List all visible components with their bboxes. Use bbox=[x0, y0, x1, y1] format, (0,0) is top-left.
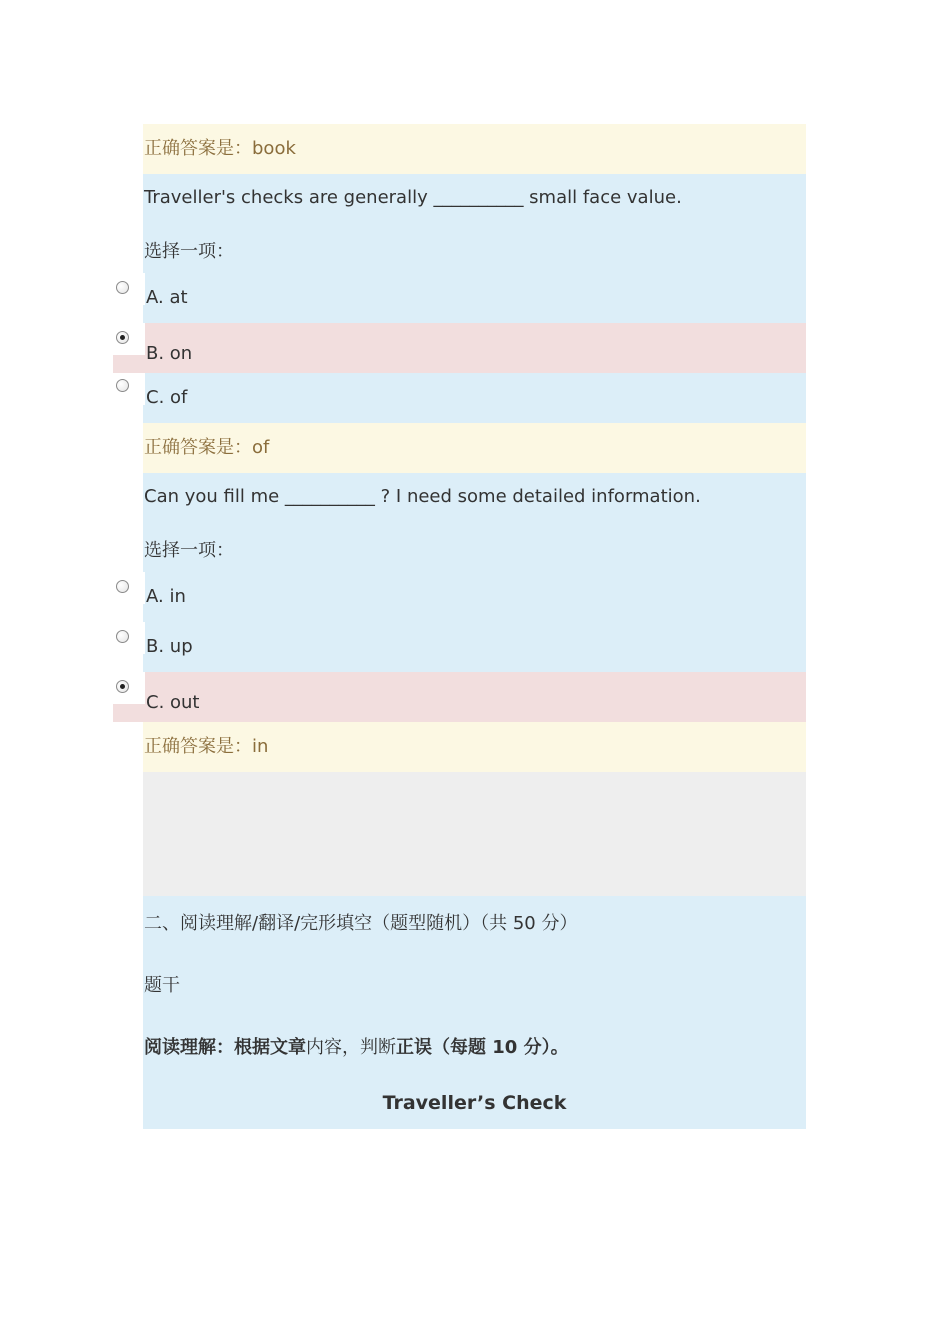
correct-answer-label: 正确答案是： bbox=[144, 138, 252, 159]
radio-unchecked-icon[interactable] bbox=[116, 630, 129, 643]
section-2 bbox=[143, 896, 806, 1129]
radio-checked-icon[interactable] bbox=[116, 331, 129, 344]
radio-cell bbox=[113, 572, 145, 604]
option-2b[interactable] bbox=[113, 323, 806, 373]
option-label: A. in bbox=[146, 586, 186, 607]
question-2-prompt: 选择一项： bbox=[144, 241, 234, 262]
option-3c[interactable] bbox=[113, 672, 806, 722]
instruction-bold-part: 阅读理解：根据文章 bbox=[144, 1037, 306, 1058]
option-3a[interactable] bbox=[113, 572, 806, 622]
option-label: B. up bbox=[146, 636, 193, 657]
correct-answer-value: in bbox=[252, 736, 269, 757]
correct-answer-label: 正确答案是： bbox=[144, 736, 252, 757]
passage-title: Traveller’s Check bbox=[382, 1092, 567, 1114]
instruction-bold-part: 正误（每题 10 分）。 bbox=[396, 1037, 569, 1058]
question-3-prompt: 选择一项： bbox=[144, 540, 234, 561]
option-2c[interactable] bbox=[113, 373, 806, 423]
correct-answer-2 bbox=[143, 423, 806, 473]
option-3b[interactable] bbox=[113, 622, 806, 672]
instruction bbox=[144, 1033, 569, 1059]
radio-cell bbox=[113, 373, 145, 405]
option-label: B. on bbox=[146, 343, 193, 364]
radio-unchecked-icon[interactable] bbox=[116, 379, 129, 392]
radio-unchecked-icon[interactable] bbox=[116, 580, 129, 593]
question-3-text: Can you fill me __________ ? I need some detailed information. bbox=[144, 486, 701, 507]
radio-cell bbox=[113, 323, 145, 355]
radio-unchecked-icon[interactable] bbox=[116, 281, 129, 294]
correct-answer-3 bbox=[143, 722, 806, 772]
radio-cell bbox=[113, 672, 145, 704]
correct-answer-value: of bbox=[252, 437, 270, 458]
correct-answer-value: book bbox=[252, 138, 296, 159]
radio-checked-icon[interactable] bbox=[116, 680, 129, 693]
radio-cell bbox=[113, 622, 145, 654]
stem-label: 题干 bbox=[144, 975, 180, 996]
option-2a[interactable] bbox=[113, 273, 806, 323]
option-label: C. of bbox=[146, 387, 188, 408]
option-label: A. at bbox=[146, 287, 188, 308]
option-label: C. out bbox=[146, 692, 200, 713]
correct-answer-1 bbox=[143, 124, 806, 174]
instruction-normal-part: 内容，判断 bbox=[306, 1037, 396, 1058]
radio-cell bbox=[113, 273, 145, 305]
blank-area bbox=[143, 772, 806, 896]
section-heading: 二、阅读理解/翻译/完形填空（题型随机）（共 50 分） bbox=[144, 913, 578, 934]
question-2-text: Traveller's checks are generally __________ small face value. bbox=[144, 187, 682, 208]
correct-answer-label: 正确答案是： bbox=[144, 437, 252, 458]
